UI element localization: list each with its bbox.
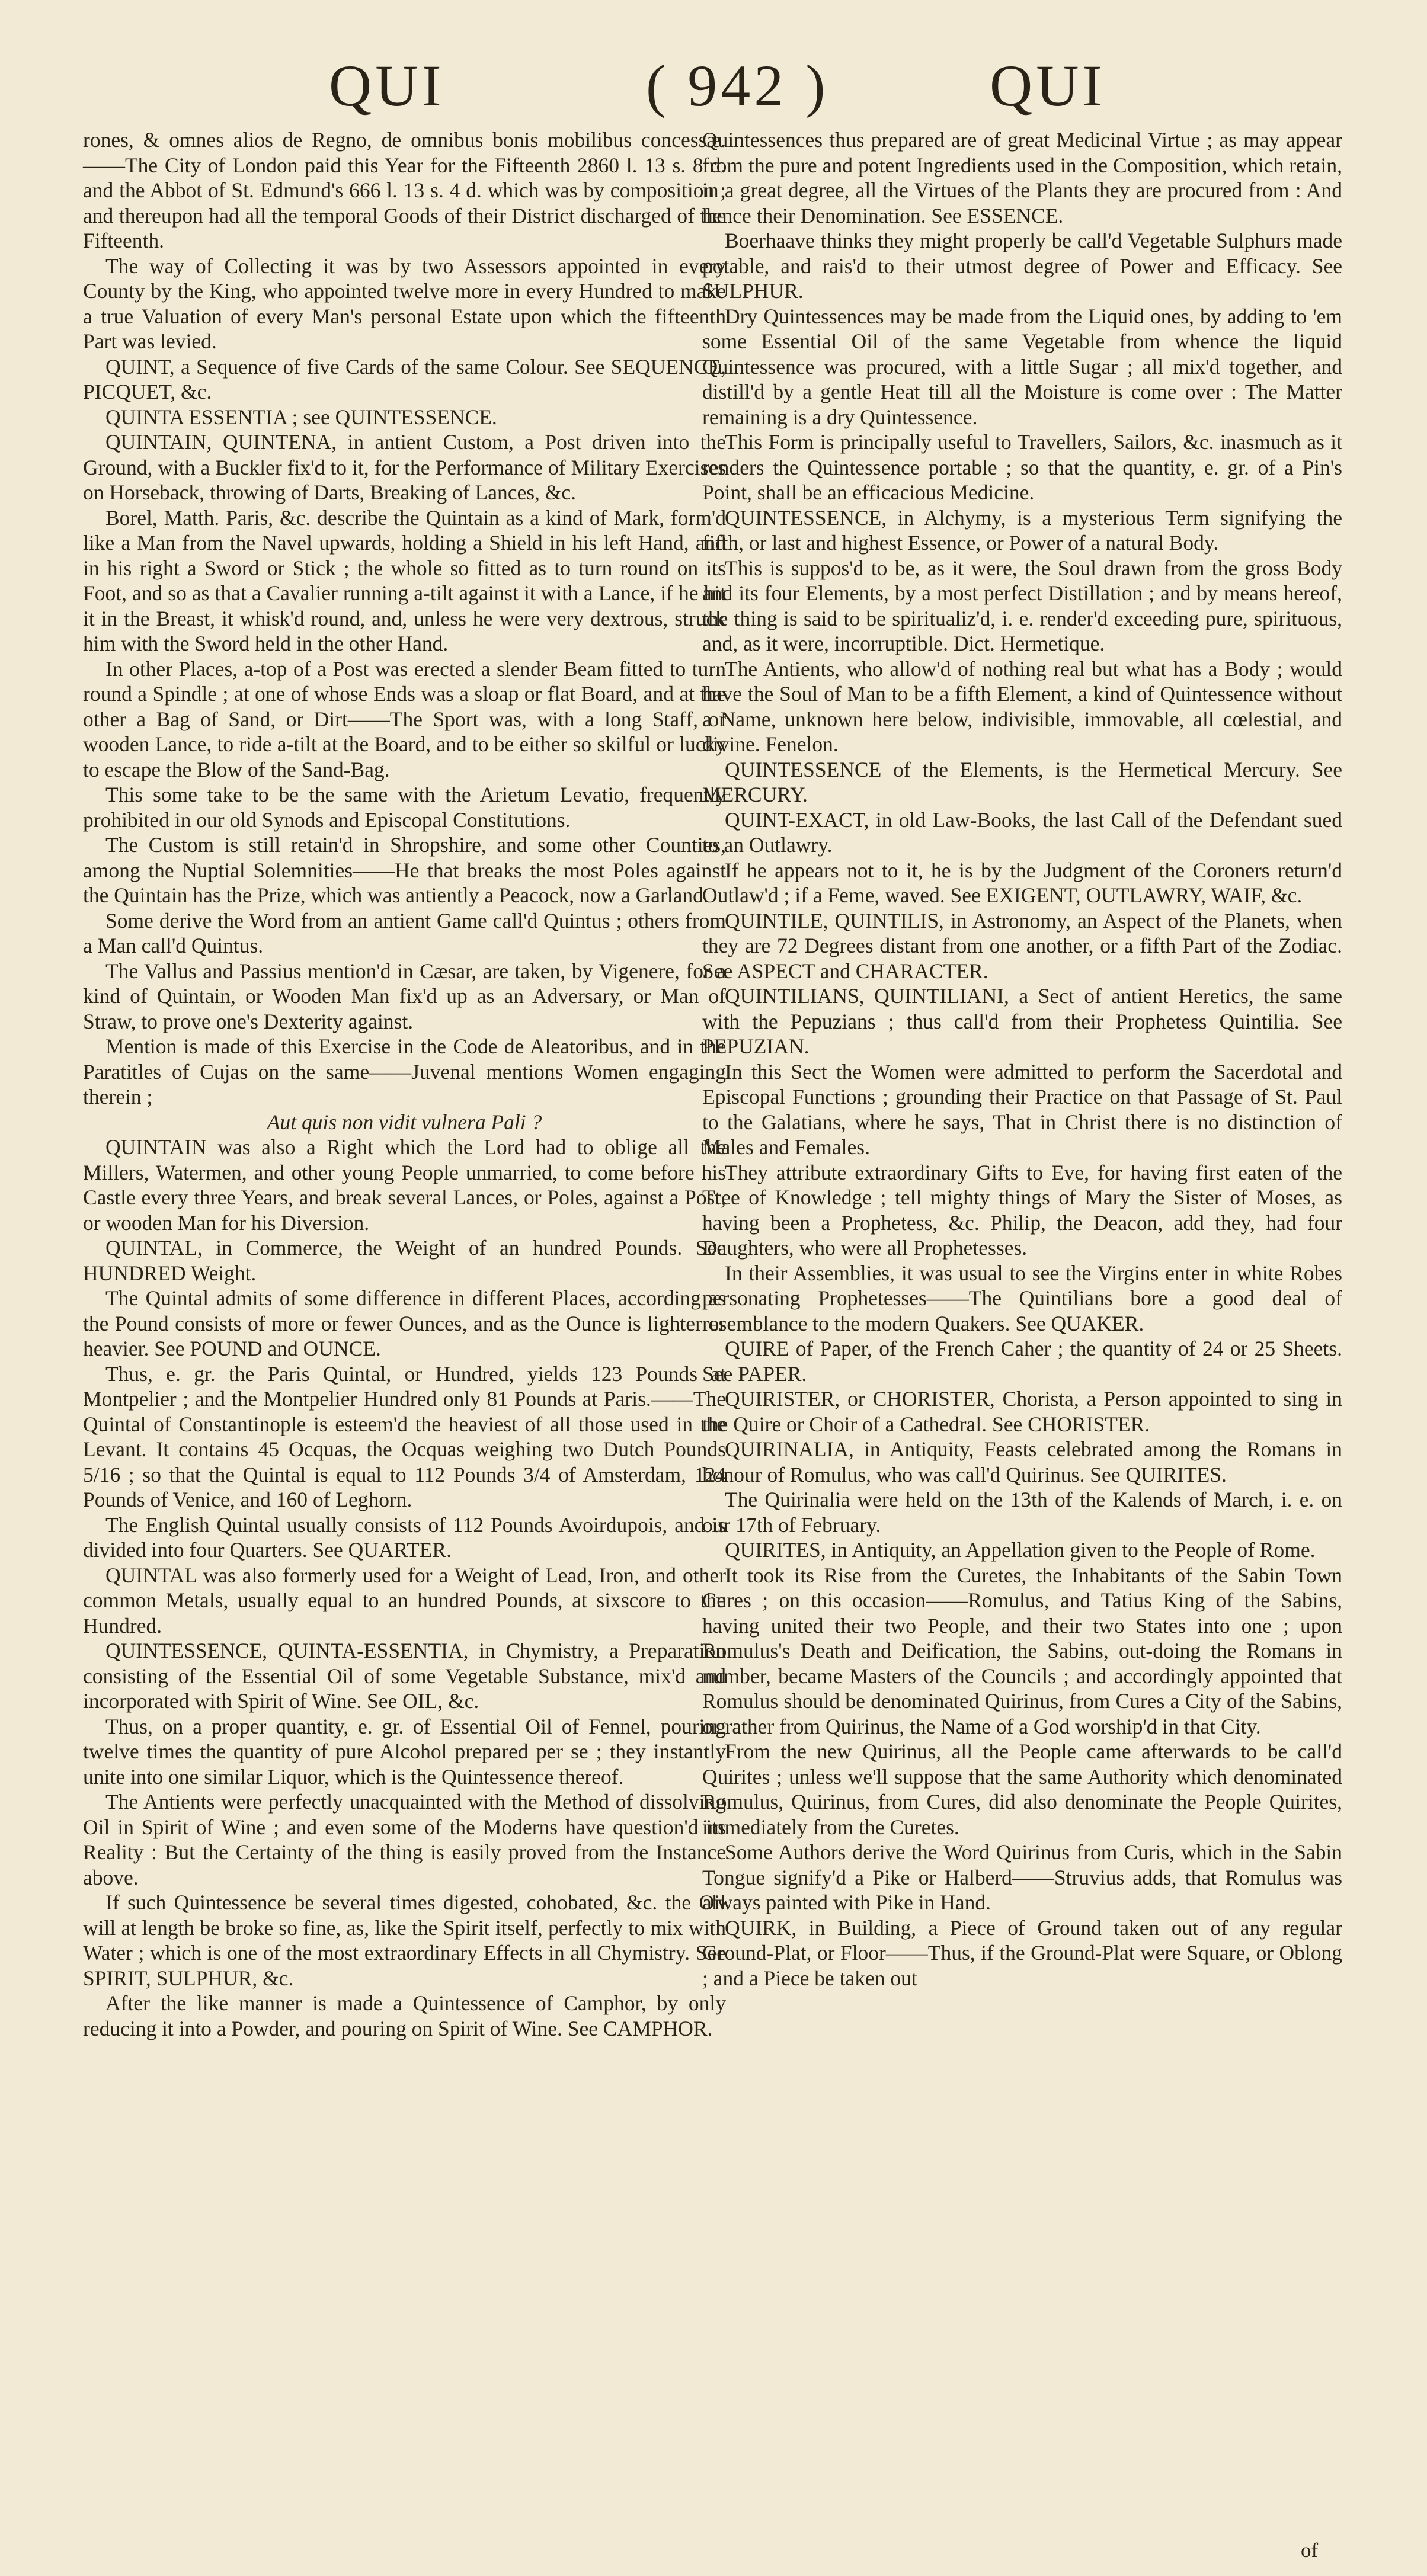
paragraph: QUIRK, in Building, a Piece of Ground taken out of any regular Ground-Plat, or Floor——Thus, if the Ground-Plat were Square, or Oblong ; and a Piece be taken out xyxy=(702,1915,1342,1990)
paragraph: QUINT, a Sequence of five Cards of the same Colour. See SEQUENCE, PICQUET, &c. xyxy=(83,354,726,403)
running-head-right: QUI xyxy=(990,53,1106,118)
paragraph: QUIRITES, in Antiquity, an Appellation given to the People of Rome. xyxy=(725,1538,1316,1562)
paragraph: The Custom is still retain'd in Shropshire, and some other Counties, among the Nuptial Solemnities——He that breaks the most Poles against the Quintain has the Prize, which was antiently a Peacock, now a Garland. xyxy=(83,833,726,907)
paragraph: The English Quintal usually consists of 112 Pounds Avoirdupois, and is divided into four Quarters. See QUARTER. xyxy=(83,1513,726,1562)
paragraph: QUINT-EXACT, in old Law-Books, the last Call of the Defendant sued to an Outlawry. xyxy=(702,808,1342,857)
paragraph: It took its Rise from the Curetes, the Inhabitants of the Sabin Town Cures ; on this occasion——Romulus, and Tatius King of the Sabins, having united their two People, and their two States into one ; upon Romulus's Death and Deification, the Sabins, out-doing the Romans in number, became Masters of the Councils ; and accordingly appointed that Romulus should be denominated Quirinus, from Cures a City of the Sabins, or rather from Quirinus, the Name of a God worship'd in that City. xyxy=(702,1563,1342,1738)
paragraph: The Antients were perfectly unacquainted with the Method of dissolving Oil in Spirit of Wine ; and even some of the Moderns have question'd its Reality : But the Certainty of the thing is easily proved from the Instance above. xyxy=(83,1790,726,1889)
paragraph: The Quintal admits of some difference in different Places, according as the Pound consists of more or fewer Ounces, and as the Ounce is lighter or heavier. See POUND and OUNCE. xyxy=(83,1286,726,1360)
paragraph: The Vallus and Passius mention'd in Cæsar, are taken, by Vigenere, for a kind of Quintain, or Wooden Man fix'd up as an Adversary, or Man of Straw, to prove one's Dexterity against. xyxy=(83,959,726,1033)
paragraph: Boerhaave thinks they might properly be call'd Vegetable Sulphurs made potable, and rais'd to their utmost degree of Power and Efficacy. See SULPHUR. xyxy=(702,229,1342,303)
paragraph: rones, & omnes alios de Regno, de omnibus bonis mobilibus concessæ.——The City of London paid this Year for the Fifteenth 2860 l. 13 s. 8 d. and the Abbot of St. Edmund's 666 l. 13 s. 4 d. which was by composition ; and thereupon had all the temporal Goods of their District discharged of the Fifteenth. xyxy=(83,128,726,252)
paragraph: QUINTA ESSENTIA ; see QUINTESSENCE. xyxy=(105,405,497,429)
paragraph: Borel, Matth. Paris, &c. describe the Quintain as a kind of Mark, form'd like a Man from the Navel upwards, holding a Shield in his left Hand, and in his right a Sword or Stick ; the whole so fitted as to turn round on its Foot, and so as that a Cavalier running a-tilt against it with a Lance, if he hit it in the Breast, it whisk'd round, and, unless he were very dextrous, struck him with the Sword held in the other Hand. xyxy=(83,505,726,655)
paragraph: QUIRISTER, or CHORISTER, Chorista, a Person appointed to sing in the Quire or Choir of a Cathedral. See CHORISTER. xyxy=(702,1387,1342,1436)
paragraph: If such Quintessence be several times digested, cohobated, &c. the Oil will at length be broke so fine, as, like the Spirit itself, perfectly to mix with Water ; which is one of the most extraordinary Effects in all Chymistry. See SPIRIT, SULPHUR, &c. xyxy=(83,1891,726,1990)
paragraph: From the new Quirinus, all the People came afterwards to be call'd Quirites ; unless we'll suppose that the same Authority which denominated Romulus, Quirinus, from Cures, did also denominate the People Quirites, immediately from the Curetes. xyxy=(702,1739,1342,1839)
paragraph: QUIRE of Paper, of the French Caher ; the quantity of 24 or 25 Sheets. See PAPER. xyxy=(702,1337,1342,1386)
paragraph: QUINTAL, in Commerce, the Weight of an hundred Pounds. See HUNDRED Weight. xyxy=(83,1236,726,1285)
paragraph: QUIRINALIA, in Antiquity, Feasts celebrated among the Romans in honour of Romulus, who was call'd Quirinus. See QUIRITES. xyxy=(702,1437,1342,1486)
paragraph: After the like manner is made a Quintessence of Camphor, by only reducing it into a Powder, and pouring on Spirit of Wine. See CAMPHOR. xyxy=(83,1991,726,2040)
paragraph: This Form is principally useful to Travellers, Sailors, &c. inasmuch as it renders the Quintessence portable ; so that the quantity, e. gr. of a Pin's Point, shall be an efficacious Medicine. xyxy=(702,430,1342,504)
paragraph: Thus, on a proper quantity, e. gr. of Essential Oil of Fennel, pouring twelve times the quantity of pure Alcohol prepared per se ; they instantly unite into one similar Liquor, which is the Quintessence thereof. xyxy=(83,1714,726,1789)
paragraph: In this Sect the Women were admitted to perform the Sacerdotal and Episcopal Functions ; grounding their Practice on that Passage of St. Paul to the Galatians, where he says, That in Christ there is no distinction of Males and Females. xyxy=(702,1059,1342,1159)
paragraph: Dry Quintessences may be made from the Liquid ones, by adding to 'em some Essential Oil of the same Vegetable from whence the liquid Quintessence was procured, with a little Sugar ; all mix'd together, and distill'd by a gentle Heat till all the Moisture is come over : The Matter remaining is a dry Quintessence. xyxy=(702,304,1342,429)
paragraph: This some take to be the same with the Arietum Levatio, frequently prohibited in our old Synods and Episcopal Constitutions. xyxy=(83,783,726,832)
page-number: ( 942 ) xyxy=(646,53,829,118)
catchword: of xyxy=(1301,2539,1319,2562)
left-column xyxy=(83,127,726,2041)
paragraph: Mention is made of this Exercise in the Code de Aleatoribus, and in the Paratitles of Cujas on the same——Juvenal mentions Women engaging therein ; xyxy=(83,1034,726,1108)
paragraph: QUINTAIN was also a Right which the Lord had to oblige all the Millers, Watermen, and other young People unmarried, to come before his Castle every three Years, and break several Lances, or Poles, against a Post, or wooden Man for his Diversion. xyxy=(83,1135,726,1235)
paragraph: If he appears not to it, he is by the Judgment of the Coroners return'd Outlaw'd ; if a Feme, waved. See EXIGENT, OUTLAWRY, WAIF, &c. xyxy=(702,858,1342,907)
paragraph: The Antients, who allow'd of nothing real but what has a Body ; would have the Soul of Man to be a fifth Element, a kind of Quintessence without a Name, unknown here below, indivisible, immovable, all cœlestial, and divine. Fenelon. xyxy=(702,656,1342,756)
right-column xyxy=(702,127,1342,1991)
paragraph: In other Places, a-top of a Post was erected a slender Beam fitted to turn round a Spindle ; at one of whose Ends was a sloap or flat Board, and at the other a Bag of Sand, or Dirt——The Sport was, with a long Staff, or wooden Lance, to ride a-tilt at the Board, and to be either so skilful or lucky to escape the Blow of the Sand-Bag. xyxy=(83,656,726,781)
paragraph: They attribute extraordinary Gifts to Eve, for having first eaten of the Tree of Knowledge ; tell mighty things of Mary the Sister of Moses, as having been a Prophetess, &c. Philip, the Deacon, add they, had four Daughters, who were all Prophetesses. xyxy=(702,1160,1342,1260)
paragraph: The way of Collecting it was by two Assessors appointed in every County by the King, who appointed twelve more in every Hundred to make a true Valuation of every Man's personal Estate upon which the fifteenth Part was levied. xyxy=(83,254,726,353)
paragraph: QUINTESSENCE, in Alchymy, is a mysterious Term signifying the fifth, or last and highest Essence, or Power of a natural Body. xyxy=(702,505,1342,555)
verse-quote: Aut quis non vidit vulnera Pali ? xyxy=(267,1110,542,1134)
running-head-left: QUI xyxy=(329,53,445,118)
paragraph: QUINTESSENCE of the Elements, is the Hermetical Mercury. See MERCURY. xyxy=(702,757,1342,806)
paragraph: Quintessences thus prepared are of great Medicinal Virtue ; as may appear from the pure and potent Ingredients used in the Composition, which retain, in a great degree, all the Virtues of the Plants they are procured from : And hence their Denomination. See ESSENCE. xyxy=(702,128,1342,228)
paragraph: QUINTILE, QUINTILIS, in Astronomy, an Aspect of the Planets, when they are 72 Degrees distant from one another, or a fifth Part of the Zodiac. See ASPECT and CHARACTER. xyxy=(702,908,1342,983)
page-header xyxy=(0,53,1427,118)
paragraph: Some Authors derive the Word Quirinus from Curis, which in the Sabin Tongue signify'd a Pike or Halberd——Struvius adds, that Romulus was always painted with Pike in Hand. xyxy=(702,1840,1342,1914)
paragraph: Thus, e. gr. the Paris Quintal, or Hundred, yields 123 Pounds at Montpelier ; and the Montpelier Hundred only 81 Pounds at Paris.——The Quintal of Constantinople is esteem'd the heaviest of all those used in the Levant. It contains 45 Ocquas, the Ocquas weighing two Dutch Pounds 5/16 ; so that the Quintal is equal to 112 Pounds 3/4 of Amsterdam, 124 Pounds of Venice, and 160 of Leghorn. xyxy=(83,1361,726,1511)
paragraph: Some derive the Word from an antient Game call'd Quintus ; others from a Man call'd Quintus. xyxy=(83,908,726,957)
paragraph: This is suppos'd to be, as it were, the Soul drawn from the gross Body and its four Elements, by a most perfect Distillation ; and by means hereof, the thing is said to be spiritualiz'd, i. e. render'd exceeding pure, spirituous, and, as it were, incorruptible. Dict. Hermetique. xyxy=(702,556,1342,655)
paragraph: QUINTAIN, QUINTENA, in antient Custom, a Post driven into the Ground, with a Buckler fix'd to it, for the Performance of Military Exercises on Horseback, throwing of Darts, Breaking of Lances, &c. xyxy=(83,430,726,504)
paragraph: The Quirinalia were held on the 13th of the Kalends of March, i. e. on our 17th of February. xyxy=(702,1488,1342,1537)
paragraph: In their Assemblies, it was usual to see the Virgins enter in white Robes personating Prophetesses——The Quintilians bore a good deal of resemblance to the modern Quakers. See QUAKER. xyxy=(702,1261,1342,1335)
paragraph: QUINTAL was also formerly used for a Weight of Lead, Iron, and other common Metals, usually equal to an hundred Pounds, at sixscore to the Hundred. xyxy=(83,1563,726,1638)
paragraph: QUINTILIANS, QUINTILIANI, a Sect of antient Heretics, the same with the Pepuzians ; thus call'd from their Prophetess Quintilia. See PEPUZIAN. xyxy=(702,984,1342,1058)
paragraph: QUINTESSENCE, QUINTA-ESSENTIA, in Chymistry, a Preparation consisting of the Essential Oil of some Vegetable Substance, mix'd and incorporated with Spirit of Wine. See OIL, &c. xyxy=(83,1639,726,1713)
